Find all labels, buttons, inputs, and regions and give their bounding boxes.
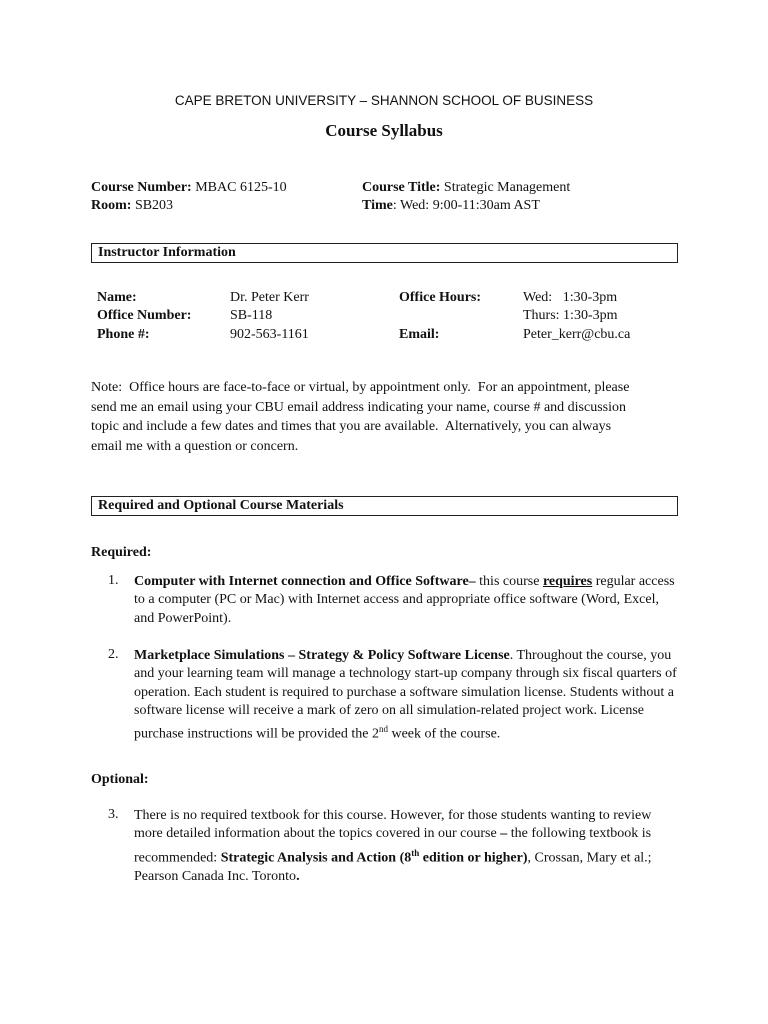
email-value: Peter_kerr@cbu.ca xyxy=(523,327,631,342)
required-label: Required: xyxy=(91,545,152,560)
room-label: Room: xyxy=(91,198,132,213)
item-3-sup: th xyxy=(411,847,420,858)
item-3-text-b: the following textbook is recommended: xyxy=(134,826,652,866)
item-3-text xyxy=(134,807,682,886)
item-1-text-a: this course xyxy=(475,574,543,589)
office-number-label: Office Number: xyxy=(97,308,192,323)
item-1-text-b: regular access to a computer (PC or Mac) with Internet access and appropriate office software (Word, Excel, and PowerPoint). xyxy=(134,574,675,626)
item-3-book-title-a: Strategic Analysis and Action (8 xyxy=(220,850,412,866)
room-value: SB203 xyxy=(134,198,174,213)
name-label: Name: xyxy=(97,290,137,305)
item-1-number: 1. xyxy=(108,573,119,588)
phone-value: 902-563-1161 xyxy=(230,327,309,342)
office-hours-line-1: Wed: 1:30-3pm xyxy=(523,290,618,305)
institution-header: CAPE BRETON UNIVERSITY – SHANNON SCHOOL OF BUSINESS xyxy=(174,93,594,108)
materials-section-header xyxy=(91,496,678,516)
document-title: Course Syllabus xyxy=(325,121,443,140)
note-line-2: send me an email using your CBU email address indicating your name, course # and discussion xyxy=(91,400,627,415)
item-2-text xyxy=(134,647,682,744)
time-label: Time xyxy=(362,198,393,213)
materials-heading: Required and Optional Course Materials xyxy=(98,498,344,513)
note-line-1: Note: Office hours are face-to-face or virtual, by appointment only. For an appointment, please xyxy=(91,380,630,395)
note-line-4: email me with a question or concern. xyxy=(91,439,299,454)
item-3-number: 3. xyxy=(108,807,119,822)
time-row xyxy=(362,198,540,214)
course-title-row xyxy=(362,180,570,196)
optional-label: Optional: xyxy=(91,772,149,787)
room-row xyxy=(91,198,173,214)
course-title-value: Strategic Management xyxy=(443,180,571,195)
office-hours-line-2: Thurs: 1:30-3pm xyxy=(523,308,618,323)
office-hours-label: Office Hours: xyxy=(399,290,482,305)
course-title-label: Course Title: xyxy=(362,180,441,195)
name-value: Dr. Peter Kerr xyxy=(230,290,309,305)
item-3-book-title-b: edition or higher) xyxy=(419,850,528,866)
item-1-text xyxy=(134,573,682,628)
item-2-sup: nd xyxy=(378,724,388,735)
phone-label: Phone #: xyxy=(97,327,150,342)
item-1-bold: Computer with Internet connection and Office Software xyxy=(134,574,469,589)
item-2-text-a: . Throughout the course, you and your learning team will manage a technology start-up company through six fiscal quarters of operation. Each student is required to purchase a software simulation license. Students without a software license will receive a mark of zero on all simulation-related project work. License purchase instructions will be provided the 2 xyxy=(134,648,677,742)
item-2-number: 2. xyxy=(108,647,119,662)
note-line-3: topic and include a few dates and times that you are available. Alternatively, you can always xyxy=(91,419,612,434)
office-number-value: SB-118 xyxy=(230,308,273,323)
item-2-text-b: week of the course. xyxy=(387,726,501,742)
instructor-section-header xyxy=(91,243,678,263)
item-1-requires: requires xyxy=(542,574,593,589)
item-3-text-c: , Crossan, Mary et al.; Pearson Canada Inc. Toronto xyxy=(134,850,652,884)
course-number-label: Course Number: xyxy=(91,180,192,195)
item-3-dash: – xyxy=(500,826,508,842)
course-number-row xyxy=(91,180,287,196)
time-value: : Wed: 9:00-11:30am AST xyxy=(392,198,540,213)
item-3-text-a: There is no required textbook for this course. However, for those students wanting to review more detailed information about the topics covered in our course xyxy=(134,808,652,842)
item-3-end: . xyxy=(296,868,300,884)
course-number-value: MBAC 6125-10 xyxy=(195,180,287,195)
email-label: Email: xyxy=(399,327,440,342)
instructor-heading: Instructor Information xyxy=(98,245,236,260)
item-2-bold: Marketplace Simulations – Strategy & Policy Software License xyxy=(134,648,510,663)
item-1-dash: – xyxy=(468,574,476,589)
